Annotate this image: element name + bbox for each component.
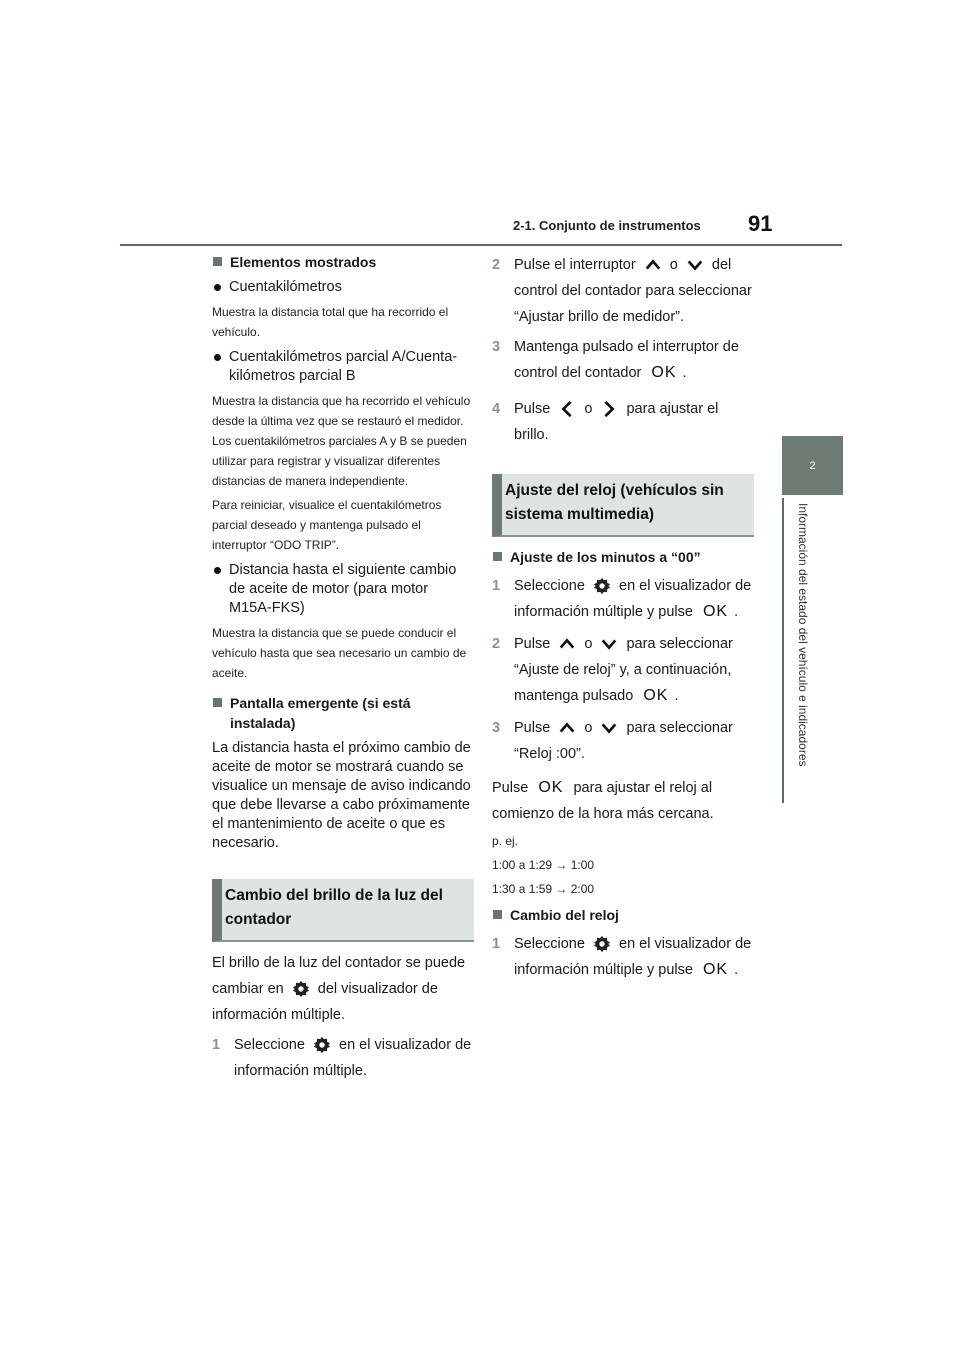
chevron-up-icon: [644, 256, 662, 274]
bullet-odometer: Cuentakilómetros: [212, 278, 474, 297]
step-3-clock: 3 Pulse o para seleccionar “Reloj :00”.: [492, 720, 733, 762]
oil-change-desc: Muestra la distancia que se puede conducir el vehículo hasta que sea necesario un cambio de aceite.: [212, 626, 467, 680]
trip-meter-reset: Para reiniciar, visualice el cuentakilómetros parcial deseado y mantenga pulsado el interruptor “ODO TRIP”.: [212, 498, 442, 552]
chevron-down-icon: [686, 256, 704, 274]
heading-change-clock: Cambio del reloj: [492, 905, 754, 925]
bullet-oil-change: Distancia hasta el siguiente cambio de aceite de motor (para motor M15A-FKS): [212, 561, 474, 618]
heading-popup: Pantalla emergente (si está instalada): [212, 693, 474, 733]
page-number: 91: [748, 211, 773, 236]
left-column: [212, 252, 474, 1084]
example-2: 1:30 a 1:59 → 2:00: [492, 882, 595, 896]
step-1-clock: 1 Seleccione en el visualizador de información múltiple y pulse OK .: [492, 573, 754, 625]
chevron-down-icon: [600, 719, 618, 737]
step-1-brightness: 1 Seleccione en el visualizador de información múltiple.: [212, 1037, 472, 1079]
banner-brightness: Cambio del brillo de la luz del contador: [212, 879, 474, 942]
gear-icon: [292, 980, 310, 998]
example-label: p. ej.: [492, 834, 519, 848]
step-1-change-clock: 1 Seleccione en el visualizador de información múltiple y pulse OK .: [492, 931, 754, 983]
banner-clock: Ajuste del reloj (vehículos sin sistema multimedia): [492, 474, 754, 537]
gear-icon: [593, 577, 611, 595]
step-2-brightness: 2 Pulse el interruptor o del control del contador para seleccionar “Ajustar brillo de medidor”.: [492, 257, 752, 325]
header-rule: [120, 244, 842, 246]
step-3-brightness: 3 Mantenga pulsado el interruptor de control del contador OK .: [492, 334, 754, 386]
step-4-brightness: 4 Pulse o para ajustar el brillo.: [492, 401, 719, 443]
section-title: 2-1. Conjunto de instrumentos: [513, 218, 701, 233]
popup-body: La distancia hasta el próximo cambio de aceite de motor se mostrará cuando se visualice un mensaje de aviso indicando que debe llevarse a cabo próximamente el mantenimiento de aceite o que es necesario.: [212, 740, 471, 851]
gear-icon: [313, 1036, 331, 1054]
side-rule: [782, 498, 784, 803]
round-clock-note: Pulse OK para ajustar el reloj al comienzo de la hora más cercana.: [492, 775, 754, 827]
ok-icon: OK: [651, 364, 677, 381]
ok-icon: OK: [643, 687, 669, 704]
right-column: [492, 252, 754, 983]
brightness-body: El brillo de la luz del contador se puede cambiar en del visualizador de información múltiple.: [212, 955, 466, 1023]
step-2-clock: 2 Pulse o para seleccionar “Ajuste de reloj” y, a continuación, mantenga pulsado OK .: [492, 631, 754, 709]
example-1: 1:00 a 1:29 → 1:00: [492, 858, 595, 872]
heading-displayed-items: Elementos mostrados: [212, 252, 474, 272]
heading-minutes-00: Ajuste de los minutos a “00”: [492, 547, 754, 567]
chevron-right-icon: [600, 400, 618, 418]
chevron-up-icon: [558, 635, 576, 653]
chevron-up-icon: [558, 719, 576, 737]
ok-icon: OK: [538, 779, 564, 796]
ok-icon: OK: [702, 603, 729, 620]
chevron-down-icon: [600, 635, 618, 653]
bullet-trip-meter: Cuentakilómetros parcial A/Cuenta-kilómetros parcial B: [212, 348, 474, 386]
ok-icon: OK: [702, 961, 729, 978]
gear-icon: [593, 935, 611, 953]
chapter-tab: 2: [782, 436, 843, 495]
trip-meter-desc: Muestra la distancia que ha recorrido el vehículo desde la última vez que se restauró el medidor. Los cuentakilómetros parciales A y B se pueden utilizar para registrar y visualizar diferentes distancias de manera independiente.: [212, 394, 471, 488]
chapter-title: Información del estado del vehículo e indicadores: [796, 503, 810, 767]
odometer-desc: Muestra la distancia total que ha recorrido el vehículo.: [212, 305, 449, 339]
chevron-left-icon: [558, 400, 576, 418]
